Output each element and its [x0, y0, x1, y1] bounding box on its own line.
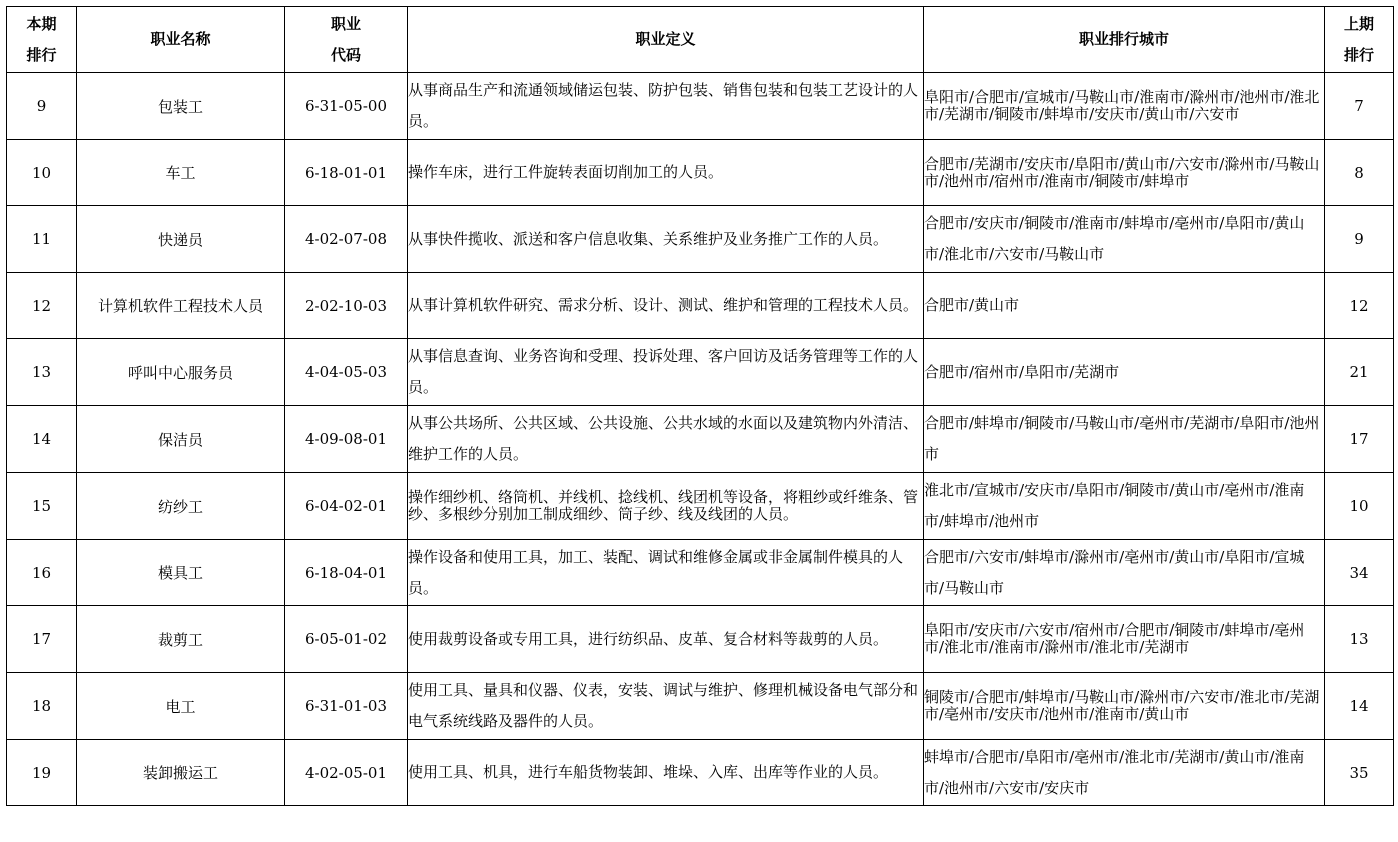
occupation-name-cell: 保洁员	[77, 406, 285, 473]
current-rank-cell: 17	[7, 606, 77, 673]
header-previous-rank-line2: 排行	[1343, 45, 1374, 64]
previous-rank-cell: 34	[1325, 540, 1394, 606]
occupation-name-cell: 计算机软件工程技术人员	[77, 273, 285, 339]
occupation-code-cell: 6-05-01-02	[285, 606, 408, 673]
current-rank-cell: 19	[7, 740, 77, 806]
current-rank-cell: 18	[7, 673, 77, 740]
previous-rank-cell: 8	[1325, 140, 1394, 206]
ranking-cities-cell: 阜阳市/安庆市/六安市/宿州市/合肥市/铜陵市/蚌埠市/亳州市/淮北市/淮南市/滁州市/淮北市/芜湖市	[924, 606, 1325, 673]
header-occupation-name: 职业名称	[77, 7, 285, 73]
table-row	[7, 473, 1394, 540]
previous-rank-cell: 7	[1325, 73, 1394, 140]
header-current-rank-line2: 排行	[26, 45, 57, 64]
header-occupation-definition: 职业定义	[408, 7, 924, 73]
occupation-name-cell: 裁剪工	[77, 606, 285, 673]
occupation-code-cell: 2-02-10-03	[285, 273, 408, 339]
table-row	[7, 406, 1394, 473]
table-row	[7, 73, 1394, 140]
occupation-definition-cell: 从事公共场所、公共区域、公共设施、公共水域的水面以及建筑物内外清洁、维护工作的人员。	[408, 406, 924, 473]
table-row	[7, 740, 1394, 806]
header-current-rank	[7, 7, 77, 73]
ranking-cities-cell: 蚌埠市/合肥市/阜阳市/亳州市/淮北市/芜湖市/黄山市/淮南市/池州市/六安市/安庆市	[924, 740, 1325, 806]
current-rank-cell: 10	[7, 140, 77, 206]
occupation-definition-cell: 操作设备和使用工具，加工、装配、调试和维修金属或非金属制件模具的人员。	[408, 540, 924, 606]
previous-rank-cell: 12	[1325, 273, 1394, 339]
header-previous-rank-line1: 上期	[1343, 14, 1374, 33]
occupation-name-cell: 纺纱工	[77, 473, 285, 540]
header-previous-rank	[1325, 7, 1394, 73]
current-rank-cell: 14	[7, 406, 77, 473]
ranking-cities-cell: 合肥市/黄山市	[924, 273, 1325, 339]
occupation-code-cell: 6-18-01-01	[285, 140, 408, 206]
previous-rank-cell: 10	[1325, 473, 1394, 540]
occupation-name-cell: 呼叫中心服务员	[77, 339, 285, 406]
occupation-name-cell: 车工	[77, 140, 285, 206]
occupation-code-cell: 4-04-05-03	[285, 339, 408, 406]
occupation-name-cell: 快递员	[77, 206, 285, 273]
current-rank-cell: 16	[7, 540, 77, 606]
occupation-name-cell: 装卸搬运工	[77, 740, 285, 806]
occupation-code-cell: 6-18-04-01	[285, 540, 408, 606]
previous-rank-cell: 13	[1325, 606, 1394, 673]
ranking-cities-cell: 合肥市/芜湖市/安庆市/阜阳市/黄山市/六安市/滁州市/马鞍山市/池州市/宿州市/淮南市/铜陵市/蚌埠市	[924, 140, 1325, 206]
occupation-definition-cell: 操作车床，进行工件旋转表面切削加工的人员。	[408, 140, 924, 206]
ranking-cities-cell: 淮北市/宣城市/安庆市/阜阳市/铜陵市/黄山市/亳州市/淮南市/蚌埠市/池州市	[924, 473, 1325, 540]
ranking-cities-cell: 阜阳市/合肥市/宣城市/马鞍山市/淮南市/滁州市/池州市/淮北市/芜湖市/铜陵市/蚌埠市/安庆市/黄山市/六安市	[924, 73, 1325, 140]
table-row	[7, 673, 1394, 740]
occupation-definition-cell: 从事信息查询、业务咨询和受理、投诉处理、客户回访及话务管理等工作的人员。	[408, 339, 924, 406]
occupation-code-cell: 4-09-08-01	[285, 406, 408, 473]
table-row	[7, 140, 1394, 206]
header-ranking-cities: 职业排行城市	[924, 7, 1325, 73]
header-code-line1: 职业	[330, 14, 361, 33]
occupation-ranking-table	[6, 6, 1394, 806]
header-current-rank-line1: 本期	[26, 14, 57, 33]
table-row	[7, 606, 1394, 673]
table-row	[7, 206, 1394, 273]
current-rank-cell: 11	[7, 206, 77, 273]
ranking-cities-cell: 合肥市/宿州市/阜阳市/芜湖市	[924, 339, 1325, 406]
occupation-definition-cell: 从事计算机软件研究、需求分析、设计、测试、维护和管理的工程技术人员。	[408, 273, 924, 339]
ranking-cities-cell: 合肥市/安庆市/铜陵市/淮南市/蚌埠市/亳州市/阜阳市/黄山市/淮北市/六安市/马鞍山市	[924, 206, 1325, 273]
occupation-definition-cell: 从事快件揽收、派送和客户信息收集、关系维护及业务推广工作的人员。	[408, 206, 924, 273]
occupation-code-cell: 4-02-05-01	[285, 740, 408, 806]
current-rank-cell: 13	[7, 339, 77, 406]
occupation-code-cell: 4-02-07-08	[285, 206, 408, 273]
previous-rank-cell: 14	[1325, 673, 1394, 740]
occupation-name-cell: 模具工	[77, 540, 285, 606]
current-rank-cell: 9	[7, 73, 77, 140]
ranking-cities-cell: 铜陵市/合肥市/蚌埠市/马鞍山市/滁州市/六安市/淮北市/芜湖市/亳州市/安庆市/池州市/淮南市/黄山市	[924, 673, 1325, 740]
occupation-definition-cell: 使用裁剪设备或专用工具，进行纺织品、皮革、复合材料等裁剪的人员。	[408, 606, 924, 673]
occupation-code-cell: 6-31-05-00	[285, 73, 408, 140]
occupation-definition-cell: 操作细纱机、络筒机、并线机、捻线机、线团机等设备，将粗纱或纤维条、管纱、多根纱分别加工制成细纱、筒子纱、线及线团的人员。	[408, 473, 924, 540]
table-row	[7, 339, 1394, 406]
previous-rank-cell: 35	[1325, 740, 1394, 806]
current-rank-cell: 15	[7, 473, 77, 540]
table-header-row	[7, 7, 1394, 73]
occupation-name-cell: 电工	[77, 673, 285, 740]
occupation-name-cell: 包装工	[77, 73, 285, 140]
header-code-line2: 代码	[330, 45, 361, 64]
occupation-definition-cell: 使用工具、机具，进行车船货物装卸、堆垛、入库、出库等作业的人员。	[408, 740, 924, 806]
table-row	[7, 540, 1394, 606]
ranking-cities-cell: 合肥市/六安市/蚌埠市/滁州市/亳州市/黄山市/阜阳市/宣城市/马鞍山市	[924, 540, 1325, 606]
previous-rank-cell: 9	[1325, 206, 1394, 273]
occupation-code-cell: 6-04-02-01	[285, 473, 408, 540]
occupation-code-cell: 6-31-01-03	[285, 673, 408, 740]
ranking-cities-cell: 合肥市/蚌埠市/铜陵市/马鞍山市/亳州市/芜湖市/阜阳市/池州市	[924, 406, 1325, 473]
header-occupation-code	[285, 7, 408, 73]
previous-rank-cell: 21	[1325, 339, 1394, 406]
table-row	[7, 273, 1394, 339]
occupation-definition-cell: 从事商品生产和流通领域储运包装、防护包装、销售包装和包装工艺设计的人员。	[408, 73, 924, 140]
previous-rank-cell: 17	[1325, 406, 1394, 473]
current-rank-cell: 12	[7, 273, 77, 339]
occupation-definition-cell: 使用工具、量具和仪器、仪表，安装、调试与维护、修理机械设备电气部分和电气系统线路及器件的人员。	[408, 673, 924, 740]
